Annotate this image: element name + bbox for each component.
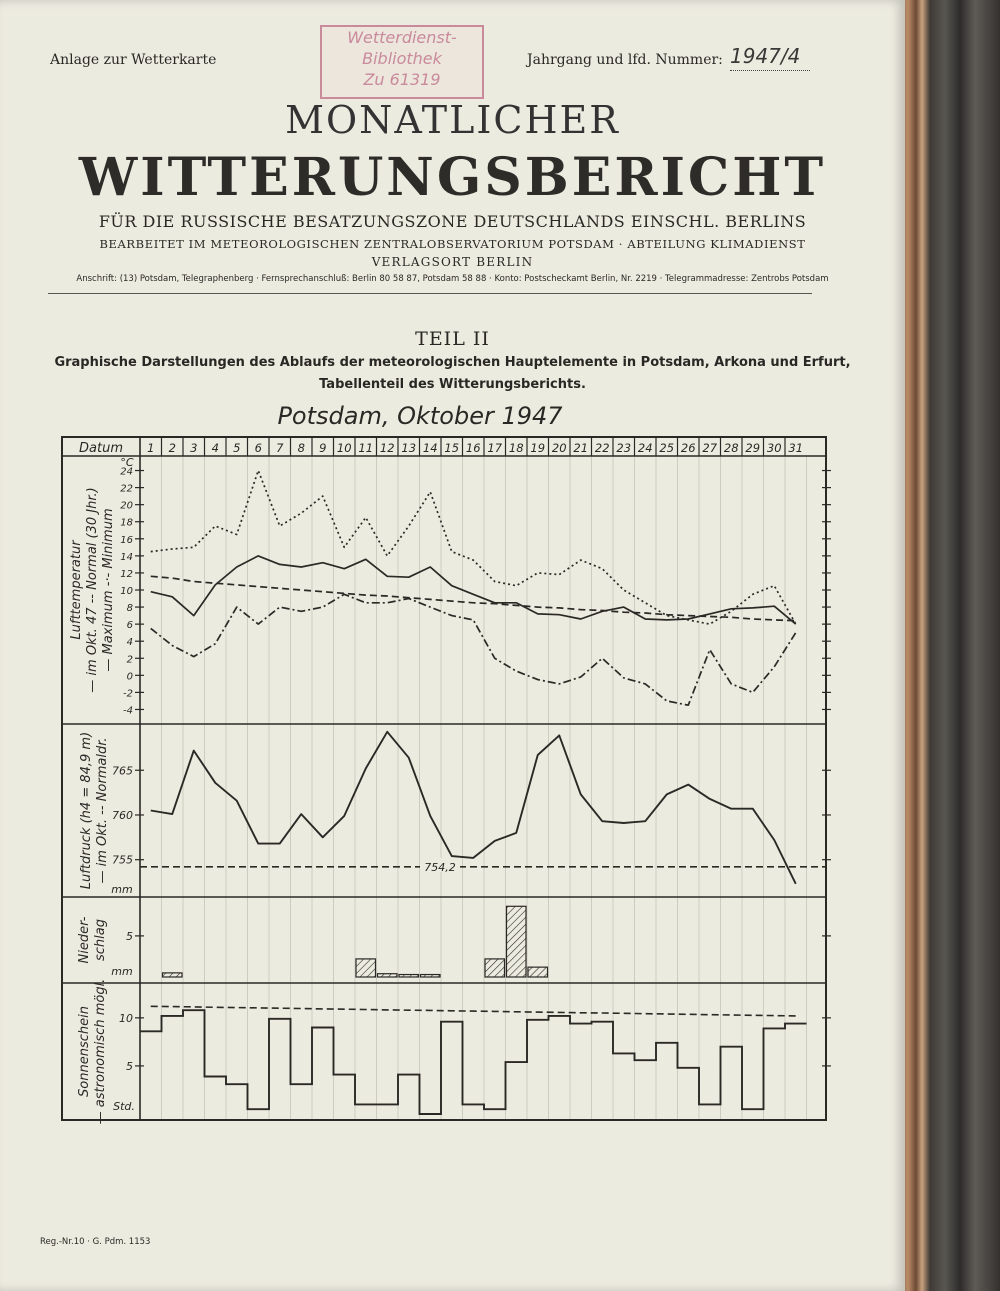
date-tick-label: 27 [702,441,718,455]
y-tick-label: 8 [126,603,133,615]
date-tick-label: 2 [168,441,176,455]
date-tick-label: 18 [508,441,524,455]
y-tick-label: 20 [120,500,133,512]
date-tick-label: 1 [147,441,155,455]
y-tick-label: -4 [123,705,133,717]
date-tick-label: 30 [766,441,782,455]
date-tick-label: 11 [358,441,374,455]
subtitle-publisher: VERLAGSORT BERLIN [371,255,534,269]
sunshine-step-line [140,1010,807,1114]
y-tick-label: 12 [120,568,133,580]
section-description-line-1: Graphische Darstellungen des Ablaufs der meteorologischen Hauptelemente in Potsdam, Arkona und Erfurt, [54,355,851,370]
title-line-2: WITTERUNGSBERICHT [78,147,827,208]
unit-label: mm [111,965,133,978]
date-tick-label: 16 [465,441,481,455]
address-line: Anschrift: (13) Potsdam, Telegraphenberg · Fernsprechanschluß: Berlin 80 58 87, Potsdam 58 88 · Konto: Postscheckamt Berlin, Nr. 2219 · Telegrammadresse: Zentrobs Potsdam [76,274,829,284]
y-axis-label: — astronomisch mögl. [93,978,108,1125]
subtitle-institute: BEARBEITET IM METEOROLOGISCHEN ZENTRALOBSERVATORIUM POTSDAM · ABTEILUNG KLIMADIENST [99,237,806,251]
y-tick-label: 24 [120,466,133,478]
title-line-1: MONATLICHER [285,98,620,142]
y-axis-label: Lufttemperatur [69,540,84,640]
y-tick-label: 18 [120,517,133,529]
y-tick-label: 6 [126,620,133,632]
supplement-label: Anlage zur Wetterkarte [50,52,217,68]
y-axis-label: Nieder- [77,916,92,964]
date-tick-label: 24 [637,441,653,455]
precipitation-bar [378,974,398,977]
stamp-line: Zu 61319 [363,70,441,89]
normal-pressure-label: 754,2 [424,860,456,874]
date-header-label: Datum [79,441,123,456]
date-tick-label: 10 [336,441,352,455]
y-axis-label: — im Okt. -- Normaldr. [95,737,110,884]
y-tick-label: 2 [126,654,133,666]
y-tick-label: 765 [112,764,133,778]
y-tick-label: 5 [126,929,133,943]
precipitation-bar [485,959,505,977]
stamp-line: Bibliothek [362,49,442,68]
precipitation-bar [163,973,183,977]
date-tick-label: 31 [788,441,804,455]
y-tick-label: 760 [112,808,133,822]
date-tick-label: 3 [190,441,198,455]
date-tick-label: 19 [530,441,546,455]
precipitation-bar [399,975,419,977]
date-tick-label: 15 [444,441,460,455]
issue-number-value: 1947/4 [730,44,801,68]
y-axis-label: schlag [93,919,108,961]
y-tick-label: 14 [120,551,133,563]
stamp-line: Wetterdienst- [347,28,457,47]
footer-reference: Reg.-Nr.10 · G. Pdm. 1153 [40,1237,151,1247]
date-tick-label: 7 [276,441,284,455]
chart-frame [62,437,826,1120]
precipitation-bar [421,975,441,977]
date-tick-label: 5 [233,441,241,455]
date-tick-label: 29 [745,441,761,455]
date-tick-label: 6 [254,441,262,455]
subtitle-region: FÜR DIE RUSSISCHE BESATZUNGSZONE DEUTSCHLANDS EINSCHL. BERLINS [98,212,807,231]
unit-label: Std. [113,1100,135,1113]
y-tick-label: 5 [126,1059,133,1073]
issue-number-label: Jahrgang und lfd. Nummer: [527,52,723,68]
section-description-line-2: Tabellenteil des Witterungsberichts. [319,377,586,392]
y-tick-label: 4 [126,637,133,649]
date-tick-label: 8 [297,441,305,455]
unit-label: mm [111,883,133,896]
date-tick-label: 21 [573,441,589,455]
date-tick-label: 25 [659,441,675,455]
y-axis-label: Luftdruck (h4 = 84,9 m) [79,731,94,890]
date-tick-label: 17 [487,441,503,455]
y-tick-label: -2 [123,688,133,700]
y-axis-label: — Maximum -·- Minimum [101,508,116,672]
section-part-heading: TEIL II [415,328,490,350]
date-tick-label: 14 [422,441,438,455]
date-tick-label: 26 [680,441,696,455]
chart-grid [62,437,826,1120]
date-tick-label: 28 [723,441,739,455]
y-tick-label: 16 [120,534,133,546]
date-tick-label: 13 [401,441,417,455]
precipitation-bar [356,959,376,977]
y-tick-label: 10 [120,586,133,597]
date-tick-label: 20 [551,441,567,455]
date-tick-label: 4 [211,441,219,455]
y-tick-label: 22 [120,483,133,495]
y-axis-label: — im Okt. 47 -- Normal (30 Jhr.) [85,487,100,693]
date-tick-label: 9 [319,441,327,455]
y-tick-label: 10 [119,1011,133,1025]
date-tick-label: 12 [379,441,395,455]
precipitation-bar [507,906,527,977]
date-tick-label: 23 [616,441,632,455]
precipitation-bar [528,967,548,977]
y-axis-label: Sonnenschein [77,1006,92,1097]
unit-label: °C [120,456,134,469]
y-tick-label: 0 [126,671,133,683]
date-tick-label: 22 [594,441,610,455]
book-binding-edge [900,0,1000,1291]
y-tick-label: 755 [112,853,133,867]
chart-title: Potsdam, Oktober 1947 [277,402,563,430]
